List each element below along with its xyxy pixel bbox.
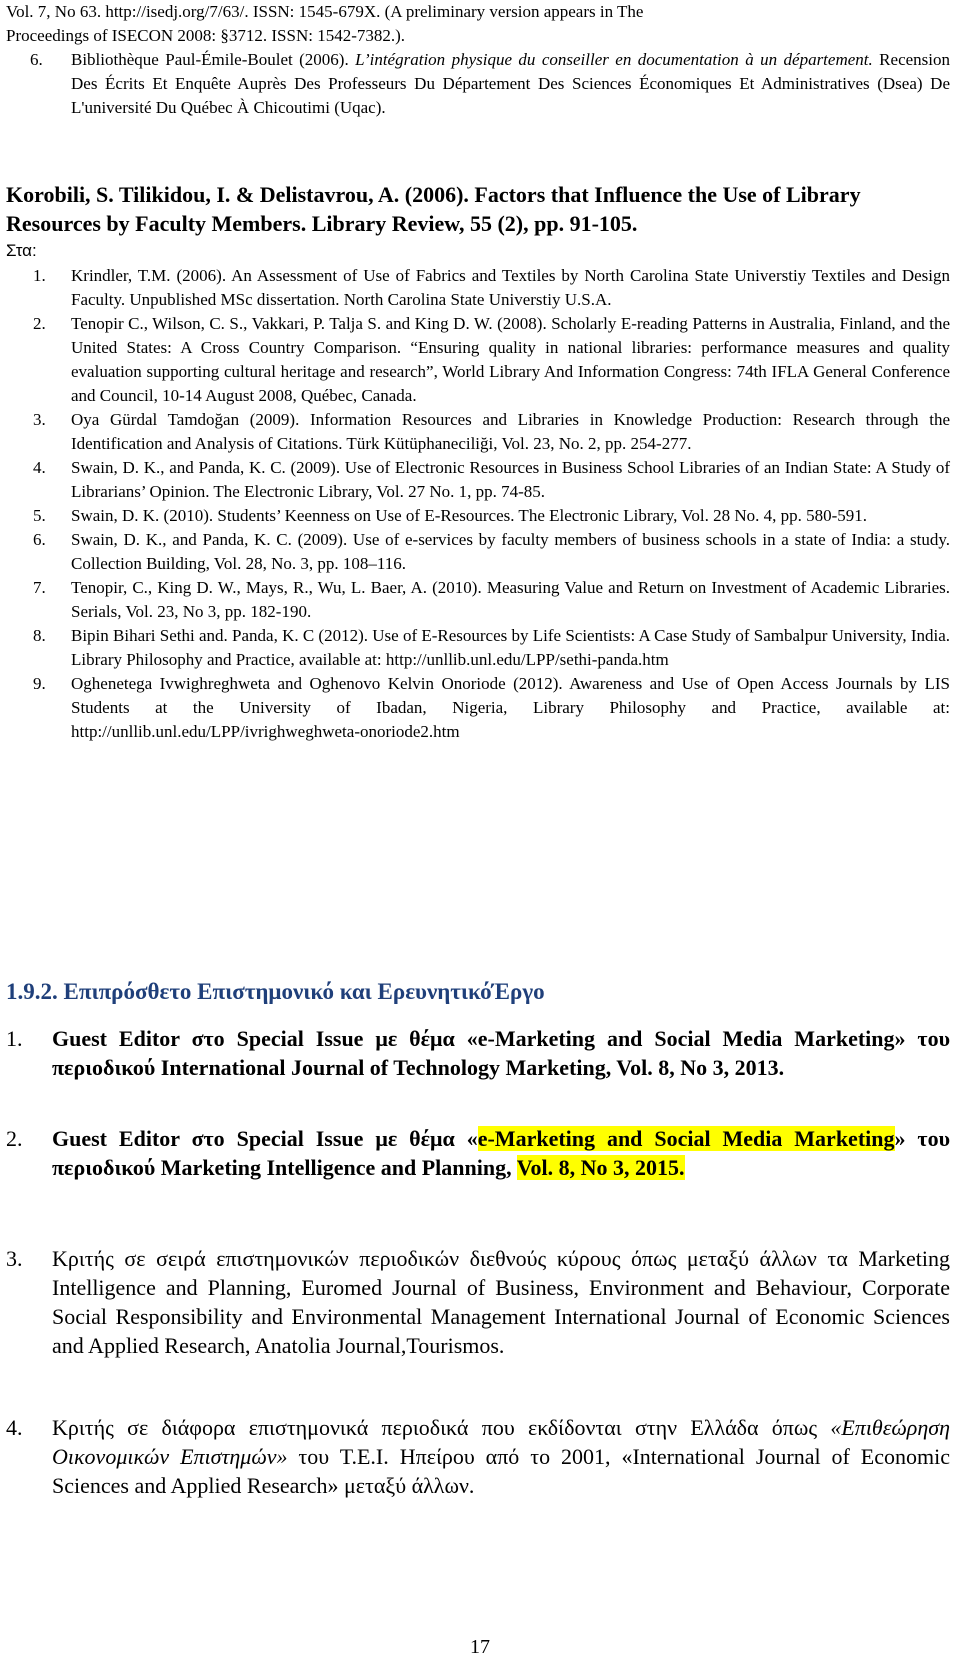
- list-item: [6, 456, 955, 504]
- list-item-text: Swain, D. K. (2010). Students’ Keenness on Use of E-Resources. The Electronic Library, Vol. 28 No. 4, pp. 580-591.: [71, 506, 868, 525]
- list-item-text: Oghenetega Ivwighreghweta and Oghenovo Kelvin Onoriode (2012). Awareness and Use of Open Access Journals by LIS Students at the University of Ibadan, Nigeria, Library Philosophy and Practice, available at: http://unllib.unl.edu/LPP/ivrighweghweta-onoriode2.htm: [71, 674, 955, 741]
- reference-title: L’intégration physique du conseiller en documentation à un département.: [355, 50, 873, 69]
- continued-line-1: Vol. 7, No 63. http://isedj.org/7/63/. ISSN: 1545-679X. (A preliminary version appears in The: [6, 2, 644, 21]
- list-item-number: 4.: [33, 458, 46, 477]
- section-item-number: 3.: [6, 1246, 23, 1271]
- reference-item-6-french: [6, 48, 955, 120]
- citation-list: [6, 264, 955, 744]
- item-text-italic: «Επιθεώρηση Οικονομικών Επιστημών»: [52, 1415, 956, 1469]
- section-item-text: Guest Editor στο Special Issue με θέμα «e-Marketing and Social Media Marketing» του περιοδικού International Journal of Technology Marketing, Vol. 8, No 3, 2013.: [52, 1026, 956, 1080]
- list-item-number: 7.: [33, 578, 46, 597]
- reference-text: [71, 48, 955, 120]
- reference-number: 6.: [30, 50, 43, 69]
- item-text-part: Κριτής σε διάφορα επιστημονικά περιοδικά που εκδίδονται στην Ελλάδα όπως: [52, 1415, 831, 1440]
- section-item-number: 2.: [6, 1126, 23, 1151]
- list-item-number: 5.: [33, 506, 46, 525]
- list-item-text: Oya Gürdal Tamdoğan (2009). Information Resources and Libraries in Knowledge Production: Research through the Identification and Analysis of Citations. Türk Kütüphaneciliği, Vol. 23, No. 2, pp. 254-277.: [71, 410, 955, 453]
- section-item-number: 1.: [6, 1026, 23, 1051]
- list-item-number: 6.: [33, 530, 46, 549]
- list-item-text: Swain, D. K., and Panda, K. C. (2009). Use of Electronic Resources in Business School Libraries of an Indian State: A Study of Librarians’ Opinion. The Electronic Library, Vol. 27 No. 1, pp. 74-85.: [71, 458, 955, 501]
- highlighted-text: Vol. 8, No 3, 2015.: [516, 1155, 685, 1180]
- list-item: [6, 576, 955, 624]
- item-text-part: » του περιοδικού Marketing Intelligence and Planning,: [52, 1126, 956, 1180]
- section-item-2: [6, 1124, 956, 1182]
- list-item: [6, 624, 955, 672]
- section-heading: 1.9.2. Επιπρόσθετο Επιστημονικό και ΕρευνητικόΈργο: [6, 979, 545, 1004]
- list-item-text: Swain, D. K., and Panda, K. C. (2009). Use of e-services by faculty members of business schools in a state of India: a study. Collection Building, Vol. 28, No. 3, pp. 108–116.: [71, 530, 955, 573]
- page-number: 17: [470, 1636, 490, 1658]
- highlighted-text: e-Marketing and Social Media Marketing: [477, 1126, 895, 1151]
- list-item: [6, 312, 955, 408]
- section-item-text: Κριτής σε σειρά επιστημονικών περιοδικών διεθνούς κύρους όπως μεταξύ άλλων τα Marketing Intelligence and Planning, Euromed Journal of Business, Environment and Behaviour, Corporate Social Responsibility and Environmental Management International Journal of Economic Sciences and Applied Research, Anatolia Journal,Tourismos.: [52, 1246, 956, 1358]
- list-item-text: Tenopir, C., King D. W., Mays, R., Wu, L. Baer, A. (2010). Measuring Value and Return on Investment of Academic Libraries. Serials, Vol. 23, No 3, pp. 182-190.: [71, 578, 955, 621]
- list-item-number: 1.: [33, 266, 46, 285]
- item-text-part: του Τ.Ε.Ι. Ηπείρου από το 2001, «International Journal of Economic Sciences and Applied Research» μεταξύ άλλων.: [52, 1444, 956, 1498]
- section-item-text: [52, 1413, 956, 1500]
- list-item: [6, 528, 955, 576]
- section-item-text: [52, 1124, 956, 1182]
- list-item-text: Tenopir C., Wilson, C. S., Vakkari, P. Talja S. and King D. W. (2008). Scholarly E-reading Patterns in Australia, Finland, and the United States: A Cross Country Comparison. “Ensuring quality in national libraries: performance measures and quality evaluation supporting cultural heritage and research”, World Library And Information Congress: 74th IFLA General Conference and Council, 10-14 August 2008, Québec, Canada.: [71, 314, 955, 405]
- section-item-1: [6, 1024, 956, 1082]
- continued-line-2: Proceedings of ISECON 2008: §3712. ISSN: 1542-7382.).: [6, 26, 406, 45]
- list-item-text: Krindler, T.M. (2006). An Assessment of Use of Fabrics and Textiles by North Carolina State Universtiy Textiles and Design Faculty. Unpublished MSc dissertation. North Carolina State Universtiy U.S.A.: [71, 266, 955, 309]
- section-item-3: [6, 1244, 956, 1360]
- list-item: [6, 408, 955, 456]
- list-item: [6, 504, 950, 528]
- section-item-number: 4.: [6, 1415, 23, 1440]
- list-item-number: 3.: [33, 410, 46, 429]
- list-item-number: 9.: [33, 674, 46, 693]
- section-item-4: [6, 1413, 956, 1500]
- list-item: [6, 672, 955, 744]
- reference-description: Recension Des Écrits Et Enquête Auprès Des Professeurs Du Département Des Sciences Économiques Et Administratives (Dsea) De L'université Du Québec À Chicoutimi (Uqac).: [71, 50, 955, 117]
- list-item-number: 2.: [33, 314, 46, 333]
- reference-author: Bibliothèque Paul-Émile-Boulet (2006).: [71, 50, 356, 69]
- list-item-text: Bipin Bihari Sethi and. Panda, K. C (2012). Use of E-Resources by Life Scientists: A Case Study of Sambalpur University, India. Library Philosophy and Practice, available at: http://unllib.unl.edu/LPP/sethi-panda.htm: [71, 626, 955, 669]
- korobili-citation-heading: Korobili, S. Tilikidou, I. & Delistavrou, A. (2006). Factors that Influence the Use of Library Resources by Faculty Members. Library Review, 55 (2), pp. 91-105.: [6, 182, 867, 236]
- list-item: [6, 264, 955, 312]
- list-item-number: 8.: [33, 626, 46, 645]
- item-text-part: Guest Editor στο Special Issue με θέμα «: [52, 1126, 478, 1151]
- sta-label: Στα:: [6, 241, 37, 260]
